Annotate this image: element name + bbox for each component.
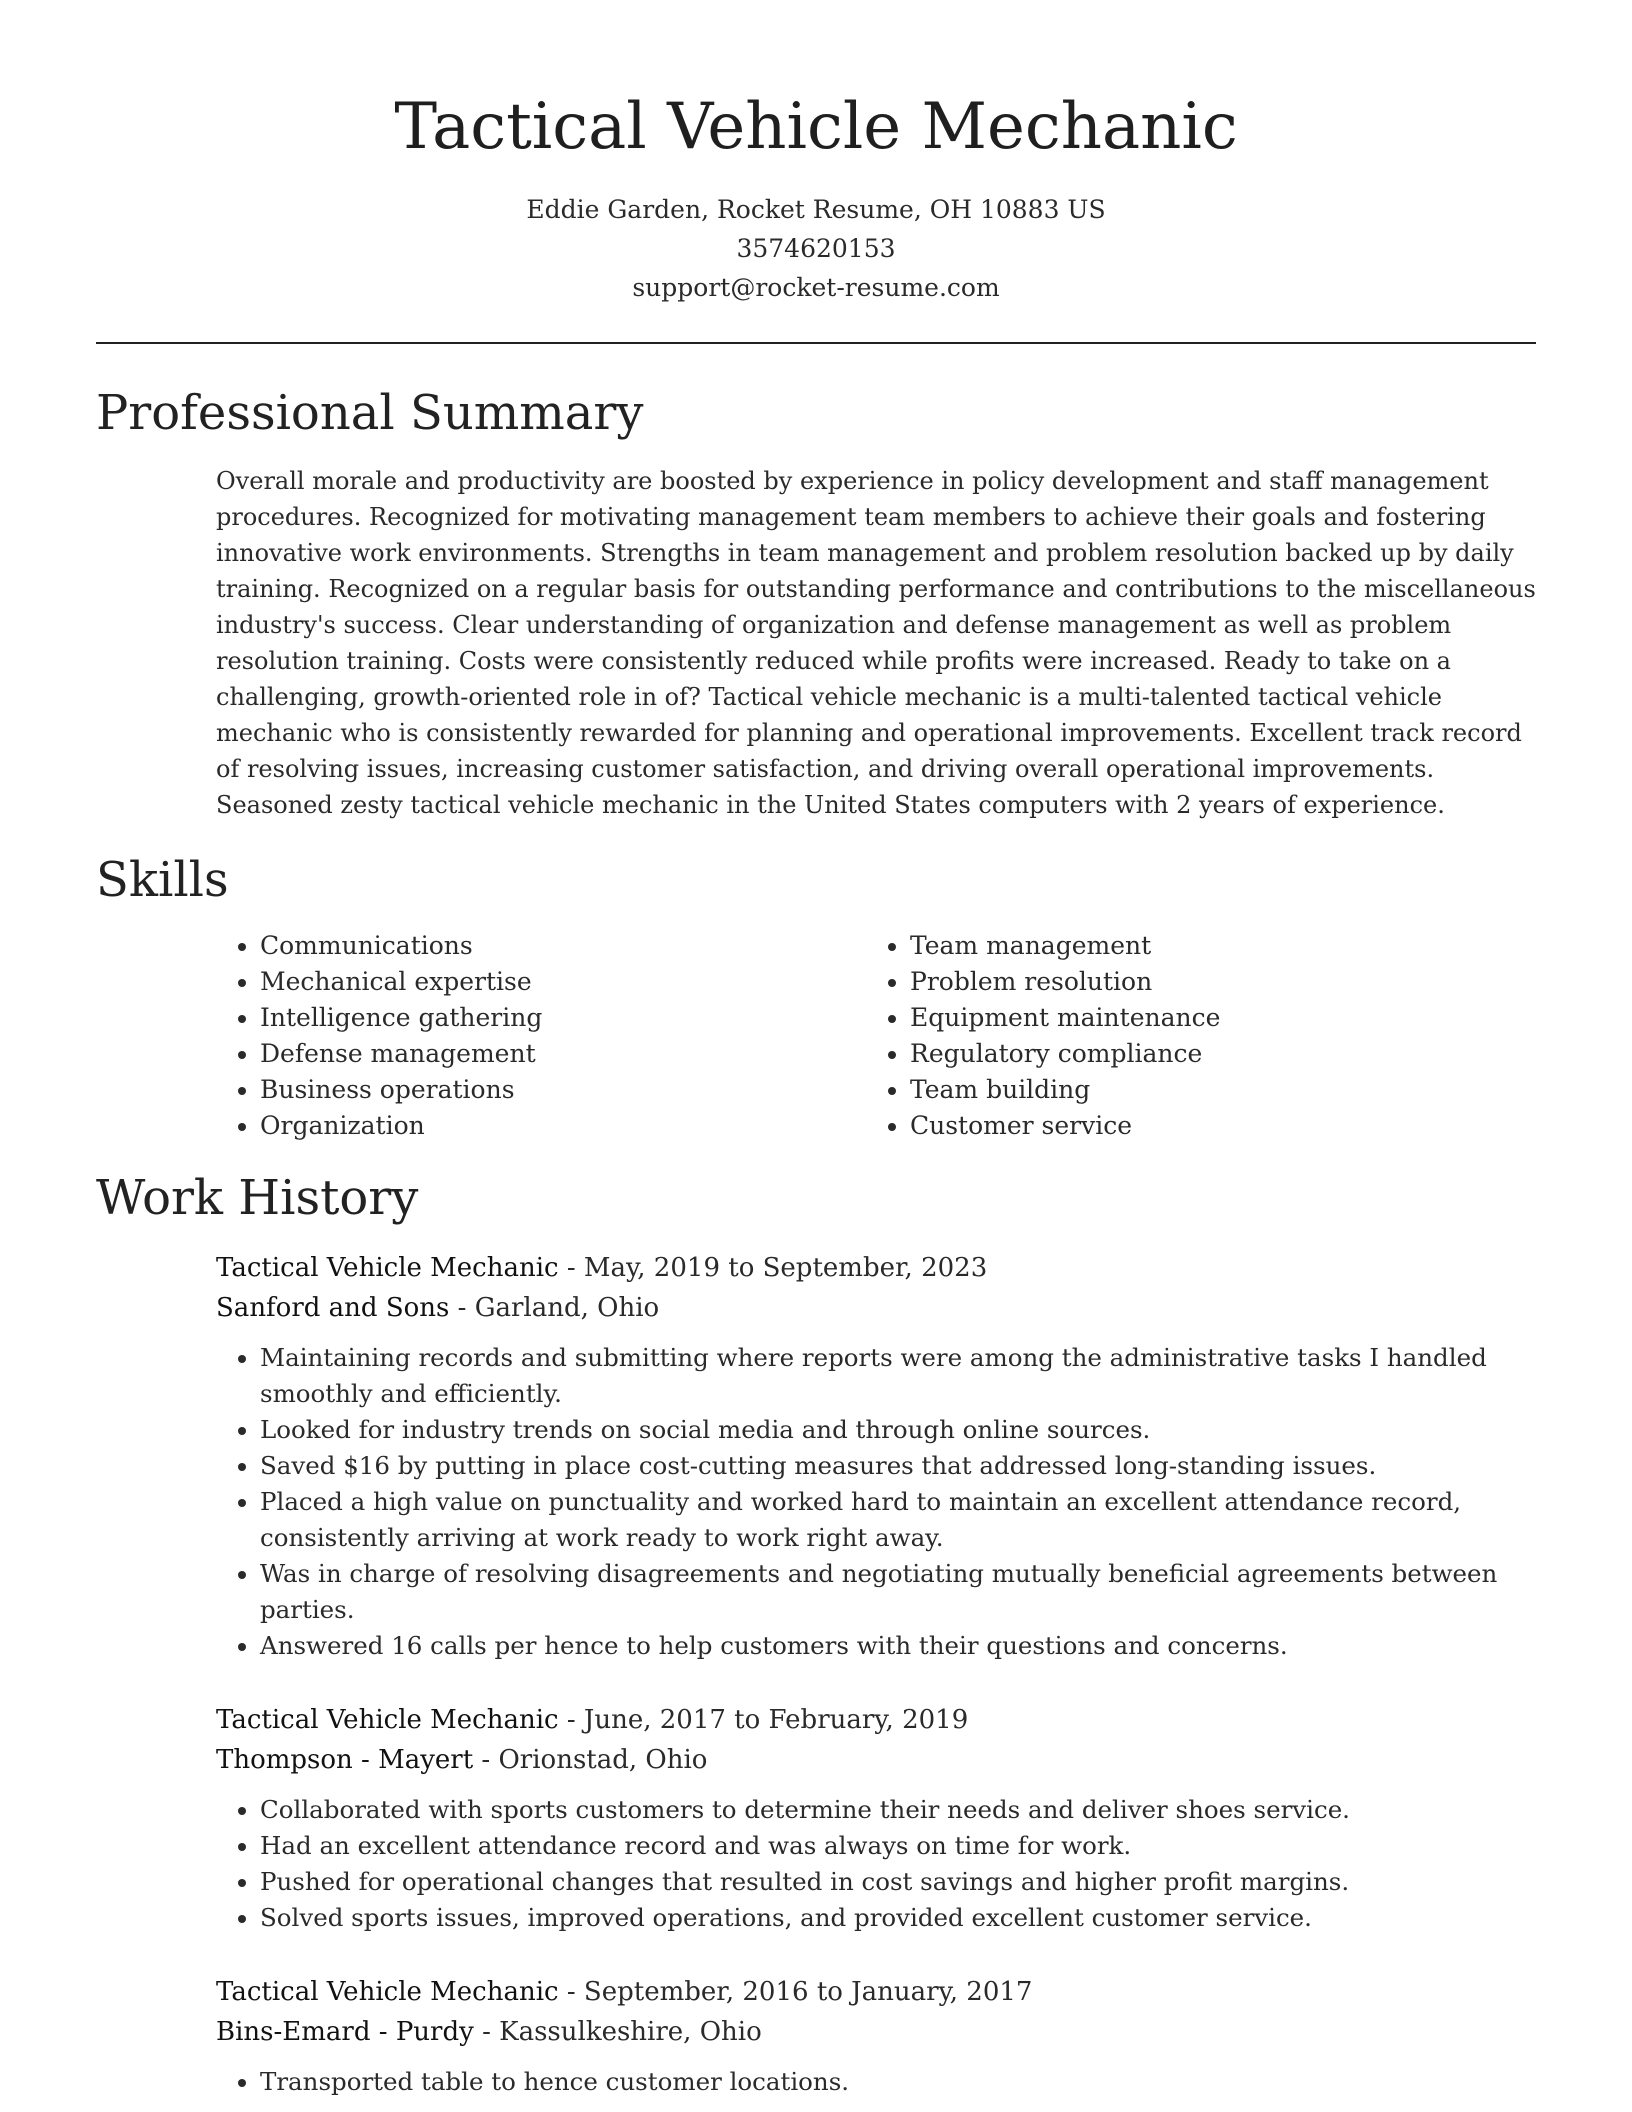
job-title-line	[216, 1248, 1536, 1288]
job-entry	[216, 1972, 1536, 2100]
job-company-line	[216, 1740, 1536, 1780]
job-bullet: • Collaborated with sports customers to determine their needs and deliver shoes service.	[260, 1792, 1536, 1828]
job-bullet: • Had an excellent attendance record and was always on time for work.	[260, 1828, 1536, 1864]
skill-item: • Team building	[910, 1072, 1220, 1108]
job-bullet: • Was in charge of resolving disagreements and negotiating mutually beneficial agreements between parties.	[260, 1556, 1536, 1628]
job-role: Tactical Vehicle Mechanic	[216, 1977, 559, 2007]
job-location: - Kassulkeshire, Ohio	[473, 2017, 762, 2047]
job-bullet: • Pushed for operational changes that resulted in cost savings and higher profit margins.	[260, 1864, 1536, 1900]
job-bullet: • Placed a high value on punctuality and worked hard to maintain an excellent attendance record, consistently arriving at work ready to work right away.	[260, 1484, 1536, 1556]
skill-item: • Equipment maintenance	[910, 1000, 1220, 1036]
job-title-line	[216, 1700, 1536, 1740]
skills-list-right	[866, 928, 1220, 1144]
job-bullets	[216, 1792, 1536, 1936]
skill-item: • Organization	[260, 1108, 542, 1144]
contact-email: support@rocket-resume.com	[632, 273, 1000, 302]
job-bullet: • Maintaining records and submitting where reports were among the administrative tasks I handled smoothly and efficiently.	[260, 1340, 1536, 1412]
skill-item: • Team management	[910, 928, 1220, 964]
skill-item: • Intelligence gathering	[260, 1000, 542, 1036]
skills-heading: Skills	[96, 852, 229, 908]
summary-heading: Professional Summary	[96, 385, 644, 441]
job-location: - Garland, Ohio	[449, 1293, 660, 1323]
contact-info	[0, 190, 1632, 307]
skill-item: • Problem resolution	[910, 964, 1220, 1000]
job-bullet: • Saved $16 by putting in place cost-cutting measures that addressed long-standing issues.	[260, 1448, 1536, 1484]
job-bullet: • Transported table to hence customer locations.	[260, 2064, 1536, 2100]
work-history-heading: Work History	[96, 1170, 419, 1226]
summary-text: Overall morale and productivity are boosted by experience in policy development and staff management procedures. Recognized for motivating management team members to achieve their goals and fostering innovative work environments. Strengths in team management and problem resolution backed up by daily training. Recognized on a regular basis for outstanding performance and contributions to the miscellaneous industry's success. Clear understanding of organization and defense management as well as problem resolution training. Costs were consistently reduced while profits were increased. Ready to take on a challenging, growth-oriented role in of? Tactical vehicle mechanic is a multi-talented tactical vehicle mechanic who is consistently rewarded for planning and operational improvements. Excellent track record of resolving issues, increasing customer satisfaction, and driving overall operational improvements. Seasoned zesty tactical vehicle mechanic in the United States computers with 2 years of experience.	[216, 467, 1536, 819]
job-bullet: • Solved sports issues, improved operations, and provided excellent customer service.	[260, 1900, 1536, 1936]
job-company-line	[216, 2012, 1536, 2052]
job-bullets	[216, 2064, 1536, 2100]
resume-name: Tactical Vehicle Mechanic	[394, 90, 1238, 164]
skill-item: • Regulatory compliance	[910, 1036, 1220, 1072]
job-entry	[216, 1700, 1536, 1936]
job-title-line	[216, 1972, 1536, 2012]
job-bullet: • Answered 16 calls per hence to help customers with their questions and concerns.	[260, 1628, 1536, 1664]
job-dates: - May, 2019 to September, 2023	[558, 1253, 988, 1283]
skill-item: • Business operations	[260, 1072, 542, 1108]
skill-item: • Customer service	[910, 1108, 1220, 1144]
job-role: Tactical Vehicle Mechanic	[216, 1253, 559, 1283]
job-entry	[216, 1248, 1536, 1664]
skill-item: • Defense management	[260, 1036, 542, 1072]
header-divider	[96, 342, 1536, 344]
skill-item: • Communications	[260, 928, 542, 964]
contact-address: Eddie Garden, Rocket Resume, OH 10883 US	[526, 195, 1106, 224]
job-bullets	[216, 1340, 1536, 1664]
job-company: Sanford and Sons	[216, 1293, 450, 1323]
job-role: Tactical Vehicle Mechanic	[216, 1705, 559, 1735]
job-dates: - June, 2017 to February, 2019	[558, 1705, 969, 1735]
job-company-line	[216, 1288, 1536, 1328]
skills-list-left	[216, 928, 542, 1144]
job-bullet: • Looked for industry trends on social media and through online sources.	[260, 1412, 1536, 1448]
contact-phone: 3574620153	[736, 234, 896, 263]
job-company: Bins-Emard - Purdy	[216, 2017, 474, 2047]
job-dates: - September, 2016 to January, 2017	[558, 1977, 1033, 2007]
job-location: - Orionstad, Ohio	[473, 1745, 708, 1775]
job-company: Thompson - Mayert	[216, 1745, 474, 1775]
skill-item: • Mechanical expertise	[260, 964, 542, 1000]
